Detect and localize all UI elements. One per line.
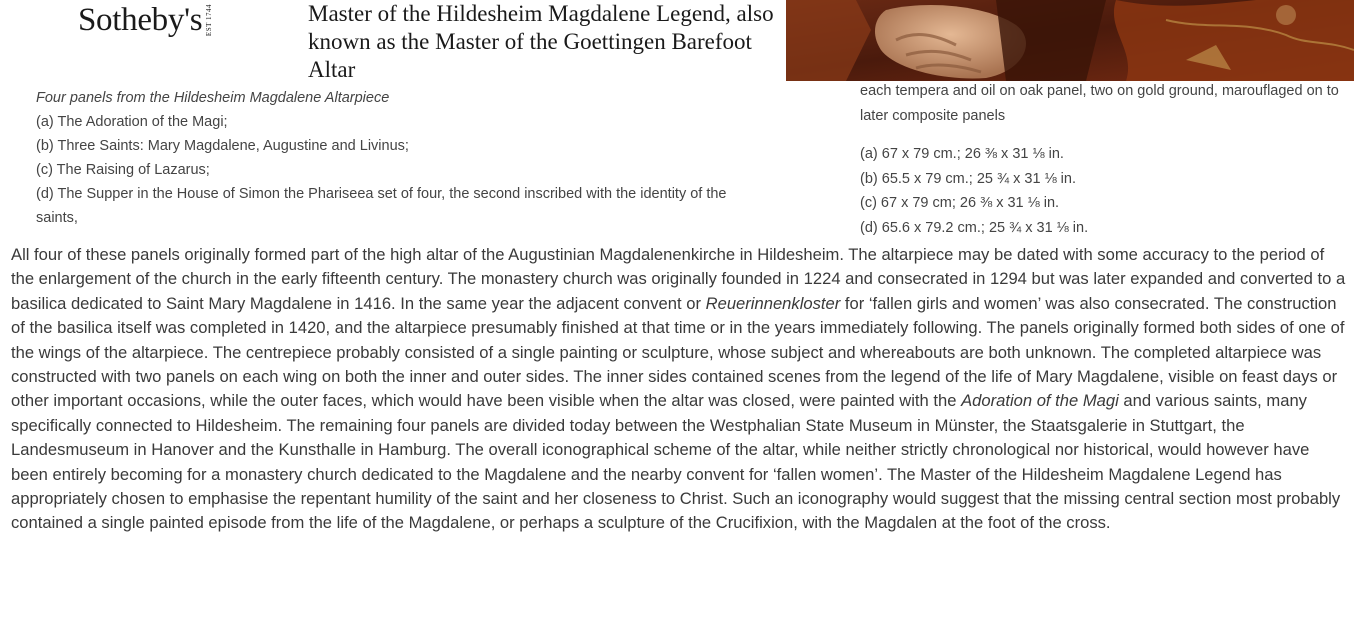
essay-text-3: and various saints, many specifically connected to Hildesheim. The remaining four panels are divided today between the Westphalian State Museum in Münster, the Staatsgalerie in Stuttgart, the Landesmuseum in Hanover and the Kunsthalle in Hamburg. The overall iconographical scheme of the altar, while neither strictly chronological nor historical, would however have been entirely becoming for a monastery church dedicated to the Magdalene and the nearby convent for ‘fallen women’. The Master of the Hildesheim Magdalene Legend has appropriately chosen to emphasise the repentant humility of the saint and her closeness to Christ. Such an iconography would suggest that the missing central section most probably contained a single painted episode from the life of the Magdalene, or perhaps a sculpture of the Crucifixion, with the Magdalen at the foot of the cross. [11, 391, 1341, 533]
essay-italic-adoration: Adoration of the Magi [961, 391, 1119, 411]
logo-established: EST 1744 [205, 4, 214, 37]
essay-text-1: All four of these panels originally formed part of the high altar of the Augustinian Magdalenenkirche in Hildesheim. The altarpiece may be dated with some accuracy to the period of the enlargement of the church in the early fifteenth century. The monastery church was originally founded in 1224 and consecrated in 1294 but was later expanded and converted to a basilica dedicated to Saint Mary Magdalene in 1416. In the same year the adjacent convent or [11, 245, 1346, 313]
dimension-d: (d) 65.6 x 79.2 cm.; 25 ¾ x 31 ⅛ in. [860, 219, 1089, 236]
logo-wordmark: Sotheby's [78, 2, 203, 38]
painting-detail-image [786, 0, 1354, 81]
essay-text-2: for ‘fallen girls and women’ was also consecrated. The construction of the basilica itself was completed in 1420, and the altarpiece presumably finished at that time or in the years immediately following. The panels originally formed both sides of one of the wings of the altarpiece. The centrepiece probably consisted of a single painting or sculpture, whose subject and whereabouts are both unknown. The completed altarpiece was constructed with two panels on each wing on both the inner and outer sides. The inner sides contained scenes from the legend of the life of Mary Magdalene, visible on feast days or other important occasions, while the outer faces, which would have been visible when the altar was closed, were painted with the [11, 293, 1345, 411]
essay-italic-reuerinnenkloster: Reuerinnenkloster [705, 293, 841, 313]
panel-line-d: (d) The Supper in the House of Simon the Phariseea set of four, the second inscribed with the identity of the saints, [36, 186, 727, 226]
panel-line-a: (a) The Adoration of the Magi; [36, 114, 228, 130]
lot-details [36, 86, 736, 230]
dimension-c: (c) 67 x 79 cm; 26 ⅜ x 31 ⅛ in. [860, 195, 1060, 211]
dimension-b: (b) 65.5 x 79 cm.; 25 ¾ x 31 ⅛ in. [860, 170, 1076, 187]
sothebys-logo[interactable] [78, 2, 213, 39]
medium-and-dimensions [860, 79, 1340, 240]
painting-detail-graphic [786, 0, 1354, 81]
panel-line-c: (c) The Raising of Lazarus; [36, 162, 210, 178]
essay-paragraph [11, 243, 1347, 536]
panel-line-b: (b) Three Saints: Mary Magdalene, Augustine and Livinus; [36, 138, 409, 154]
catalogue-essay [11, 243, 1347, 536]
lot-subtitle: Four panels from the Hildesheim Magdalene Altarpiece [36, 90, 390, 106]
dimension-a: (a) 67 x 79 cm.; 26 ⅜ x 31 ⅛ in. [860, 146, 1064, 162]
lot-title: Master of the Hildesheim Magdalene Legend, also known as the Master of the Goettingen Barefoot Altar [308, 1, 774, 82]
medium-text: each tempera and oil on oak panel, two on gold ground, marouflaged on to later composite panels [860, 83, 1339, 124]
